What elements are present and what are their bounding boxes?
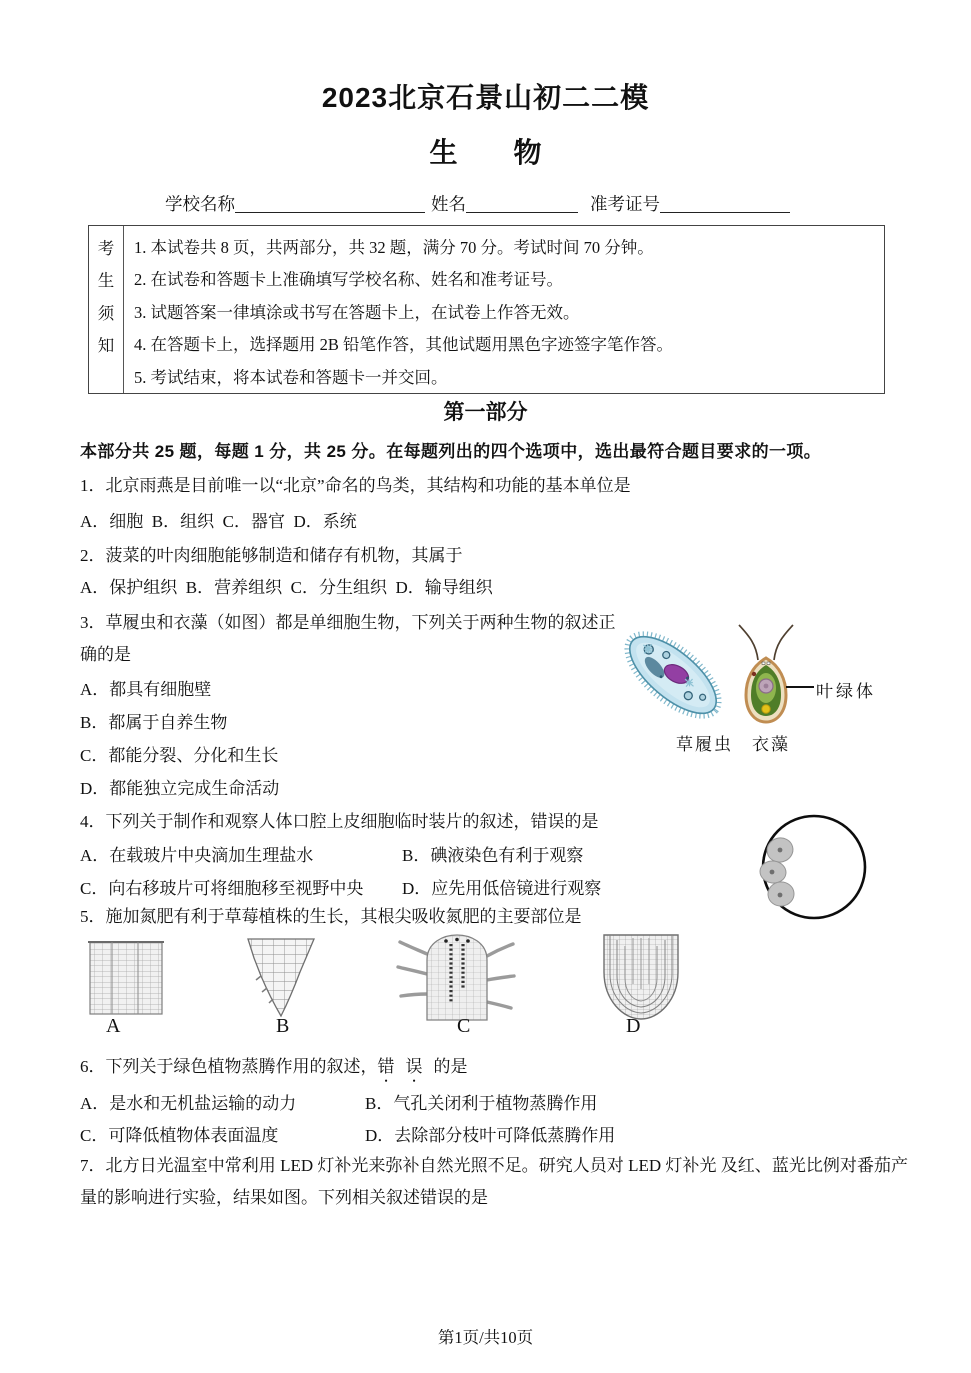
section-title: 第一部分 [443, 401, 528, 424]
notice-item: 3. 试题答案一律填涂或书写在答题卡上，在试卷上作答无效。 [134, 302, 580, 322]
question-6-stem-suffix: 的是 [433, 1057, 468, 1076]
root-zone-figure-b [240, 936, 320, 1020]
question-1-options: A．细胞 B．组织 C．器官 D．系统 [80, 512, 357, 531]
exam-title: 2023北京石景山初二二模 [321, 82, 650, 113]
question-6-option-a: A．是水和无机盐运输的动力 [80, 1094, 297, 1113]
chloroplast-label: 叶绿体 [816, 682, 876, 701]
notice-side-char: 考 [97, 239, 115, 258]
section-intro: 本部分共 25 题，每题 1 分，共 25 分。在每题列出的四个选项中，选出最符合题目要求的一项。 [80, 442, 822, 461]
question-6-stem [80, 1051, 468, 1086]
notice-side-char: 须 [97, 303, 115, 323]
question-6-option-b: B．气孔关闭利于植物蒸腾作用 [365, 1094, 598, 1113]
chlamydomonas-label: 衣藻 [752, 735, 790, 754]
examinee-notice-box [88, 225, 885, 394]
student-name-field[interactable] [466, 196, 578, 213]
question-3-option-a: A．都具有细胞壁 [80, 680, 212, 699]
question-2-options: A．保护组织 B．营养组织 C．分生组织 D．输导组织 [80, 578, 493, 597]
school-name-field[interactable] [235, 196, 425, 213]
question-3-stem: 3．草履虫和衣藻（如图）都是单细胞生物，下列关于两种生物的叙述正确的是 [80, 613, 616, 664]
notice-item: 4. 在答题卡上，选择题用 2B 铅笔作答，其他试题用黑色字迹签字笔作答。 [134, 335, 674, 355]
chloroplast-pointer-line [786, 686, 814, 688]
question-4-stem: 4．下列关于制作和观察人体口腔上皮细胞临时装片的叙述，错误的是 [80, 812, 599, 831]
root-zone-figure-d [595, 934, 687, 1022]
notice-item: 5. 考试结束，将本试卷和答题卡一并交回。 [134, 367, 448, 387]
question-4-option-d: D．应先用低倍镜进行观察 [402, 879, 602, 898]
school-name-label: 学校名称 [165, 194, 235, 214]
question-2-stem: 2．菠菜的叶肉细胞能够制造和储存有机物，其属于 [80, 546, 463, 565]
paramecium-label: 草履虫 [676, 735, 733, 754]
root-figure-label-b: B [276, 1015, 290, 1037]
root-figure-label-d: D [626, 1015, 641, 1037]
root-figure-label-c: C [457, 1015, 471, 1037]
paramecium-figure [618, 624, 728, 728]
exam-id-field[interactable] [660, 196, 790, 213]
root-zone-figure-c [396, 930, 518, 1022]
question-3-option-d: D．都能独立完成生命活动 [80, 779, 280, 798]
question-6-stem-prefix: 6．下列关于绿色植物蒸腾作用的叙述， [80, 1057, 378, 1076]
question-7-stem: 7．北方日光温室中常利用 LED 灯补光来弥补自然光照不足。研究人员对 LED 灯补光 及红、蓝光比例对番茄产量的影响进行实验，结果如图。下列相关叙述错误的是 [80, 1156, 908, 1207]
exam-id-label: 准考证号 [590, 194, 660, 214]
exam-subject: 生 物 [429, 137, 542, 168]
question-3-option-c: C．都能分裂、分化和生长 [80, 746, 279, 765]
student-name-label: 姓名 [431, 194, 466, 214]
page-number: 第1页/共10页 [437, 1328, 534, 1347]
student-info-line [165, 191, 790, 216]
question-1-stem: 1．北京雨燕是目前唯一以“北京”命名的鸟类，其结构和功能的基本单位是 [80, 476, 631, 495]
notice-side-title [89, 226, 124, 393]
question-5-stem: 5．施加氮肥有利于草莓植株的生长，其根尖吸收氮肥的主要部位是 [80, 907, 582, 926]
question-4-option-c: C．向右移玻片可将细胞移至视野中央 [80, 879, 364, 898]
microscope-view-figure [758, 810, 870, 924]
question-6-option-c: C．可降低植物体表面温度 [80, 1126, 279, 1145]
notice-side-char: 知 [97, 336, 115, 356]
notice-side-char: 生 [97, 271, 115, 291]
question-3-option-b: B．都属于自养生物 [80, 713, 228, 732]
root-figure-label-a: A [106, 1015, 121, 1037]
chlamydomonas-figure [737, 616, 795, 726]
root-zone-figure-a [86, 938, 166, 1016]
notice-item: 1. 本试卷共 8 页，共两部分，共 32 题，满分 70 分。考试时间 70 分钟。 [134, 238, 654, 257]
question-4-option-a: A．在载玻片中央滴加生理盐水 [80, 846, 314, 865]
question-6-stem-emphasis: 错误 [377, 1057, 434, 1076]
question-6-option-d: D．去除部分枝叶可降低蒸腾作用 [365, 1126, 616, 1145]
notice-item: 2. 在试卷和答题卡上准确填写学校名称、姓名和准考证号。 [134, 270, 563, 290]
question-4-option-b: B．碘液染色有利于观察 [402, 846, 584, 865]
notice-items [124, 226, 884, 393]
